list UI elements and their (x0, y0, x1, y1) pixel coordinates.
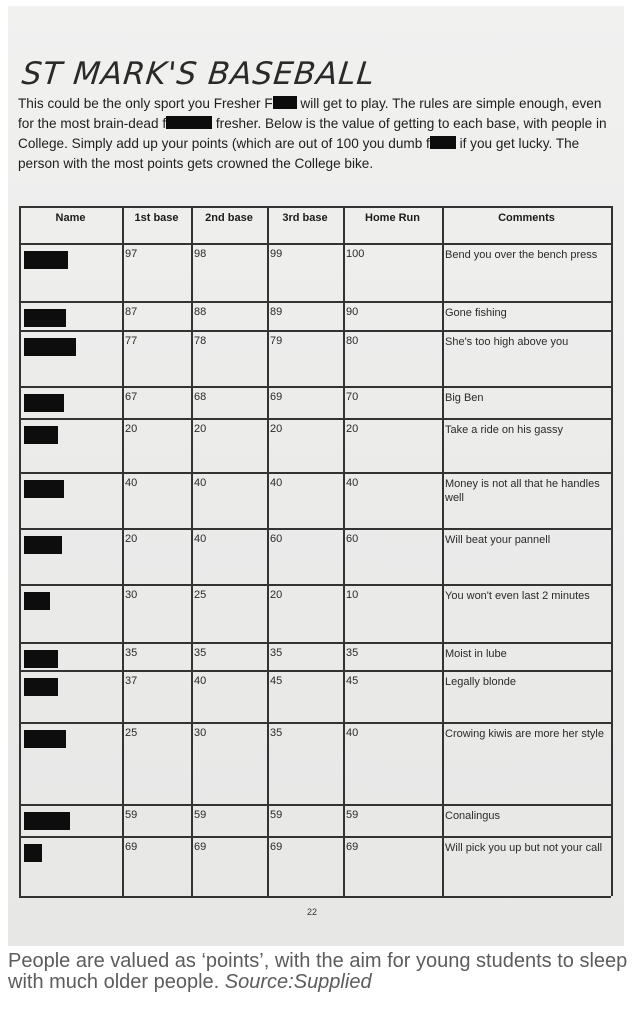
table-rule (19, 243, 611, 245)
score-cell: 100 (346, 248, 365, 260)
score-cell: 60 (270, 533, 283, 545)
table-rule (19, 206, 21, 896)
score-cell: 20 (125, 533, 138, 545)
table-rule (19, 896, 611, 898)
score-cell: 40 (346, 477, 359, 489)
table-rule (191, 206, 193, 896)
score-cell: 69 (125, 841, 138, 853)
name-redaction (24, 678, 58, 696)
redaction-bar (430, 136, 456, 149)
score-cell: 80 (346, 335, 359, 347)
score-cell: 97 (125, 248, 138, 260)
score-cell: 59 (346, 809, 359, 821)
name-redaction (24, 650, 58, 668)
score-cell: 35 (194, 647, 207, 659)
comment-cell: Crowing kiwis are more her style (445, 728, 604, 740)
score-cell: 20 (346, 423, 359, 435)
table-rule (19, 836, 611, 838)
score-cell: 40 (270, 477, 283, 489)
table-rule (19, 642, 611, 644)
score-cell: 35 (346, 647, 359, 659)
score-cell: 45 (270, 675, 283, 687)
name-redaction (24, 251, 68, 269)
score-cell: 30 (194, 727, 207, 739)
comment-cell: Big Ben (445, 392, 484, 404)
table-rule (19, 472, 611, 474)
page-title: ST MARK'S BASEBALL (20, 56, 378, 92)
comment-cell: Legally blonde (445, 676, 516, 688)
name-redaction (24, 338, 76, 356)
intro-text-2: will get to play. The rules are simple enough, even for the most brain-dead f (18, 96, 602, 131)
score-cell: 20 (270, 423, 283, 435)
comment-cell: Will pick you up but not your call (445, 842, 603, 854)
comment-cell: You won't even last 2 minutes (445, 590, 590, 602)
table-rule (267, 206, 269, 896)
score-cell: 69 (270, 391, 283, 403)
table-rule (19, 206, 611, 208)
table-rule (19, 418, 611, 420)
comment-cell: Take a ride on his gassy (445, 424, 564, 436)
table-rule (19, 301, 611, 303)
table-rule (19, 584, 611, 586)
score-cell: 67 (125, 391, 138, 403)
score-cell: 25 (194, 589, 207, 601)
score-cell: 59 (194, 809, 207, 821)
intro-paragraph (18, 94, 608, 174)
name-redaction (24, 394, 64, 412)
redaction-bar (166, 116, 212, 129)
column-header: Home Run (365, 212, 420, 224)
name-redaction (24, 536, 62, 554)
intro-text-4: if you get lucky. The person with the most points gets crowned the College bike. (18, 136, 580, 171)
page-number: 22 (307, 907, 318, 917)
caption-source: Source:Supplied (224, 971, 372, 993)
comment-cell: She's too high above you (445, 336, 569, 348)
score-cell: 40 (194, 675, 207, 687)
comment-cell: Gone fishing (445, 307, 507, 319)
score-cell: 20 (194, 423, 207, 435)
score-cell: 40 (194, 533, 207, 545)
score-cell: 69 (346, 841, 359, 853)
score-cell: 69 (270, 841, 283, 853)
table-rule (19, 670, 611, 672)
score-cell: 77 (125, 335, 138, 347)
photo-caption (8, 951, 628, 993)
score-cell: 35 (270, 647, 283, 659)
score-cell: 35 (270, 727, 283, 739)
caption-text: People are valued as ‘points’, with the aim for young students to sleep with much older people. (8, 950, 628, 993)
redaction-bar (273, 96, 297, 109)
table-rule (122, 206, 124, 896)
table-rule (343, 206, 345, 896)
table-rule (19, 386, 611, 388)
table-rule (19, 528, 611, 530)
score-cell: 78 (194, 335, 207, 347)
score-cell: 89 (270, 306, 283, 318)
column-header: 2nd base (205, 212, 253, 224)
comment-cell: Moist in lube (445, 648, 507, 660)
score-cell: 20 (270, 589, 283, 601)
score-cell: 88 (194, 306, 207, 318)
score-cell: 25 (125, 727, 138, 739)
score-cell: 20 (125, 423, 138, 435)
name-redaction (24, 844, 42, 862)
score-cell: 30 (125, 589, 138, 601)
score-cell: 40 (194, 477, 207, 489)
table-rule (19, 804, 611, 806)
column-header: Name (55, 212, 86, 224)
score-cell: 68 (194, 391, 207, 403)
column-header: 1st base (134, 212, 179, 224)
table-rule (19, 330, 611, 332)
score-cell: 10 (346, 589, 359, 601)
score-cell: 35 (125, 647, 138, 659)
comment-cell: Will beat your pannell (445, 534, 551, 546)
comment-cell: Money is not all that he handles well (445, 478, 600, 504)
score-cell: 69 (194, 841, 207, 853)
score-cell: 70 (346, 391, 359, 403)
intro-text-3: fresher. Below is the value of getting to each base, with people in College. Simply add up your points (which are out of 100 you dumb f (18, 116, 607, 151)
document-photo (8, 6, 624, 946)
name-redaction (24, 426, 58, 444)
score-cell: 37 (125, 675, 138, 687)
name-redaction (24, 812, 70, 830)
name-redaction (24, 309, 66, 327)
column-header: Comments (498, 212, 555, 224)
column-header: 3rd base (282, 212, 328, 224)
score-cell: 40 (346, 727, 359, 739)
score-cell: 99 (270, 248, 283, 260)
name-redaction (24, 592, 50, 610)
table-rule (611, 206, 613, 896)
score-cell: 98 (194, 248, 207, 260)
score-cell: 87 (125, 306, 138, 318)
score-cell: 45 (346, 675, 359, 687)
intro-text-1: This could be the only sport you Fresher F (18, 96, 273, 111)
score-cell: 40 (125, 477, 138, 489)
score-cell: 60 (346, 533, 359, 545)
score-table (19, 206, 611, 896)
table-rule (19, 722, 611, 724)
score-cell: 59 (125, 809, 138, 821)
score-cell: 90 (346, 306, 359, 318)
table-rule (442, 206, 444, 896)
comment-cell: Bend you over the bench press (445, 249, 598, 261)
name-redaction (24, 730, 66, 748)
comment-cell: Conalingus (445, 810, 501, 822)
score-cell: 59 (270, 809, 283, 821)
score-cell: 79 (270, 335, 283, 347)
name-redaction (24, 480, 64, 498)
